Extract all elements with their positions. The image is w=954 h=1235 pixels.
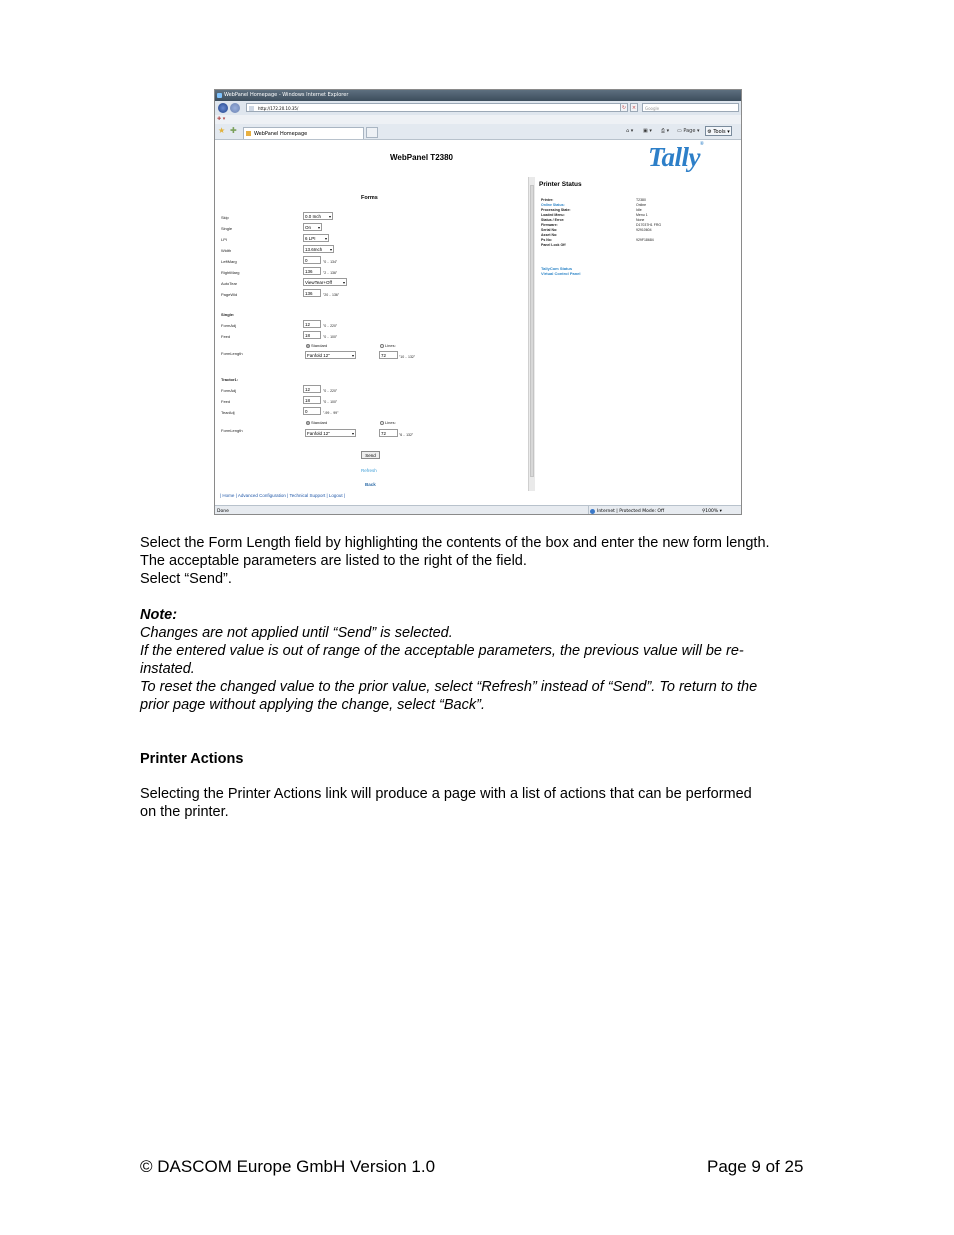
chevron-down-icon: ▾ <box>317 225 320 230</box>
leftmarg-value: 0 <box>305 258 308 263</box>
status-value-online: Online <box>636 203 647 207</box>
tab-webpanel-homepage[interactable] <box>243 127 364 139</box>
single-lines-radio[interactable] <box>380 343 396 348</box>
tally-logo <box>648 142 703 173</box>
page-title: WebPanel T2380 <box>390 153 453 162</box>
tally-logo-text: Tally <box>648 142 701 172</box>
single-section-heading: Single: <box>221 312 235 317</box>
tractor-formlength-label: FormLength <box>221 428 243 433</box>
status-done: Done <box>217 509 229 514</box>
send-button[interactable]: Send <box>361 451 380 459</box>
single-feed-range: "0 .. 100" <box>323 335 338 339</box>
single-feed-label: Feed <box>221 334 231 339</box>
note-line5: prior page without applying the change, select “Back”. <box>140 697 485 713</box>
status-label-asset: Asset No: <box>541 233 558 237</box>
scrollbar-thumb[interactable] <box>530 185 534 477</box>
pagewid-input[interactable] <box>303 289 321 297</box>
status-label-printer: Printer: <box>541 198 554 202</box>
security-zone <box>588 506 703 515</box>
status-value-processing: Idle <box>636 208 642 212</box>
single-feed-input[interactable] <box>303 331 321 339</box>
chevron-down-icon: ▾ <box>351 431 354 436</box>
status-label-panel-lock: Panel Lock Off <box>541 243 566 247</box>
tractor-formadj-range: "0 .. 220" <box>323 389 338 393</box>
single-formadj-range: "0 .. 220" <box>323 324 338 328</box>
status-value-firmware: D17037H1 FRG <box>636 223 662 227</box>
webpanel-page <box>215 140 741 505</box>
note-line3: instated. <box>140 661 195 677</box>
back-link[interactable]: Back <box>365 482 376 487</box>
tractor-lines-radio[interactable] <box>380 420 396 425</box>
status-label-loaded-menu: Loaded Menu: <box>541 213 565 217</box>
page-icon <box>249 106 254 111</box>
footer-page-number: Page 9 of 25 <box>707 1157 804 1176</box>
back-arrow-icon[interactable] <box>218 103 228 113</box>
single-standard-select[interactable] <box>305 351 356 359</box>
tractor-feed-value: 18 <box>305 398 311 403</box>
para2-line2: on the printer. <box>140 804 229 820</box>
frame-scrollbar[interactable] <box>528 177 535 491</box>
single-standard-value: Fanfold 12" <box>307 353 330 358</box>
tractor-formadj-label: FormAdj <box>221 388 237 393</box>
note-heading: Note: <box>140 607 178 623</box>
address-input[interactable] <box>246 103 628 112</box>
address-bar-row <box>215 101 741 115</box>
status-label-error: Status / Error: <box>541 218 565 222</box>
section-heading: Printer Actions <box>140 751 244 767</box>
tools-menu[interactable]: ⚙ Tools ▾ <box>705 126 732 136</box>
single-lines-range: "10 .. 132" <box>399 355 416 359</box>
rightmarg-label: RightMarg <box>221 270 240 275</box>
para1-line2: The acceptable parameters are listed to the right of the field. <box>140 553 527 569</box>
single-formadj-value: 12 <box>305 322 311 327</box>
home-icon[interactable]: ⌂ ▾ <box>626 128 634 134</box>
tractor-standard-value: Fanfold 12" <box>307 431 330 436</box>
rightmarg-input[interactable] <box>303 267 321 275</box>
autotear-select[interactable] <box>303 278 347 286</box>
chevron-down-icon: ▾ <box>329 247 332 252</box>
forms-heading: Forms <box>361 195 378 201</box>
tractor-section-heading: Tractor1: <box>221 377 239 382</box>
tractor-lines-range: "6 .. 132" <box>399 433 414 437</box>
tractor-standard-radio[interactable] <box>306 420 327 425</box>
chevron-down-icon: ▾ <box>324 236 327 241</box>
footer-copyright: © DASCOM Europe GmbH Version 1.0 <box>140 1157 436 1176</box>
status-value-ps: 929F18684 <box>636 238 654 242</box>
footer-nav-links[interactable]: | Home | Advanced Configuration | Technical Support | Logout | <box>220 493 346 498</box>
status-value-error: None <box>636 218 645 222</box>
favorites-menu-row <box>215 115 742 124</box>
single-lines-input[interactable] <box>379 351 398 359</box>
radio-selected-icon <box>306 344 310 348</box>
tractor-formadj-input[interactable] <box>303 385 321 393</box>
refresh-link[interactable]: Refresh <box>361 468 377 473</box>
status-label-ps: Ps No: <box>541 238 553 242</box>
forward-arrow-icon[interactable] <box>230 103 240 113</box>
address-text: http://172.20.10.35/ <box>258 106 299 111</box>
single-formlength-label: FormLength <box>221 351 243 356</box>
tractor-feed-range: "0 .. 100" <box>323 400 338 404</box>
single-formadj-input[interactable] <box>303 320 321 328</box>
status-value-serial: 92910604 <box>636 228 652 232</box>
tractor-formadj-value: 12 <box>305 387 311 392</box>
webpanel-screenshot <box>214 89 742 515</box>
leftmarg-input[interactable] <box>303 256 321 264</box>
page-menu[interactable]: ▭ Page ▾ <box>677 128 700 134</box>
note-line4: To reset the changed value to the prior value, select “Refresh” instead of “Send”. To return to the <box>140 679 758 695</box>
zoom-level[interactable]: ⚲100% ▾ <box>702 509 722 514</box>
pagewid-value: 136 <box>305 291 313 296</box>
status-value-loaded-menu: Menu 1 <box>636 213 648 217</box>
zoom-value: 100% <box>705 509 719 514</box>
single-feed-value: 18 <box>305 333 311 338</box>
leftmarg-label: LeftMarg <box>221 259 237 264</box>
window-title: WebPanel Homepage - Windows Internet Explorer <box>224 92 349 98</box>
status-label-serial: Serial No: <box>541 228 558 232</box>
rightmarg-range: "2 .. 136" <box>323 271 338 275</box>
single-select[interactable] <box>303 223 322 231</box>
browser-status-bar <box>215 505 741 515</box>
virtual-control-panel-link[interactable]: Virtual Control Panel <box>541 271 581 276</box>
autotear-label: AutoTear <box>221 281 238 286</box>
status-label-processing: Processing State: <box>541 208 571 212</box>
radio-empty-icon <box>380 344 384 348</box>
lpi-select[interactable] <box>303 234 329 242</box>
tractor-lines-input[interactable] <box>379 429 398 437</box>
tallycom-status-link[interactable]: TallyCom Status <box>541 266 573 271</box>
single-lines-label: Lines: <box>385 343 396 348</box>
tractor-feed-input[interactable] <box>303 396 321 404</box>
status-label-firmware: Firmware: <box>541 223 558 227</box>
rightmarg-value: 136 <box>305 269 313 274</box>
tractor-lines-label: Lines: <box>385 420 396 425</box>
tractor-standard-label: Standard <box>311 420 328 425</box>
tools-menu-label: Tools <box>713 129 726 135</box>
new-tab-button[interactable] <box>366 127 378 138</box>
tractor-tearadj-value: 0 <box>305 409 308 414</box>
skip-select[interactable] <box>303 212 333 220</box>
single-lines-value: 72 <box>381 353 387 358</box>
radio-empty-icon <box>380 421 384 425</box>
stop-icon[interactable]: × <box>631 105 637 111</box>
tractor-tearadj-label: TearAdj <box>221 410 235 415</box>
pagewid-range: "20 .. 136" <box>323 293 340 297</box>
note-line1: Changes are not applied until “Send” is selected. <box>140 625 453 641</box>
width-select[interactable] <box>303 245 334 253</box>
para1-line3: Select “Send”. <box>140 571 232 587</box>
tractor-lines-value: 72 <box>381 431 387 436</box>
chevron-down-icon: ▾ <box>328 214 331 219</box>
refresh-icon[interactable]: ↻ <box>621 105 627 111</box>
single-formadj-label: FormAdj <box>221 323 237 328</box>
tab-bar <box>215 124 741 140</box>
ie-icon <box>217 93 222 98</box>
browser-title-bar <box>215 90 741 101</box>
radio-selected-icon <box>306 421 310 425</box>
status-value-printer: T2380 <box>636 198 646 202</box>
security-zone-text: Internet | Protected Mode: Off <box>597 509 665 514</box>
globe-icon <box>590 509 595 514</box>
skip-value: 0.0 Inch <box>305 214 322 219</box>
search-placeholder: Google <box>645 106 660 111</box>
chevron-down-icon: ▾ <box>351 353 354 358</box>
chevron-down-icon: ▾ <box>342 280 345 285</box>
tractor-tearadj-input[interactable] <box>303 407 321 415</box>
registered-mark: ® <box>700 142 704 147</box>
tab-favicon <box>246 131 251 136</box>
feeds-icon[interactable]: ▣ ▾ <box>643 128 652 134</box>
leftmarg-range: "0 .. 134" <box>323 260 338 264</box>
add-favorite-icon[interactable]: ✚ <box>230 126 237 135</box>
print-icon[interactable]: ⎙ ▾ <box>661 128 670 134</box>
favorites-star-icon[interactable]: ★ <box>218 126 226 135</box>
note-line2: If the entered value is out of range of the acceptable parameters, the previous value will be re- <box>140 643 744 659</box>
single-standard-label: Standard <box>311 343 328 348</box>
single-label: Single <box>221 226 233 231</box>
single-value: On <box>305 225 312 230</box>
favorites-icon[interactable]: ✚ ▾ <box>217 116 226 122</box>
lpi-label: LPI <box>221 237 228 242</box>
autotear-value: ViewTear+Off <box>305 280 332 285</box>
lpi-value: 6 LPI <box>305 236 316 241</box>
status-label-online[interactable]: Online Status: <box>541 203 565 207</box>
printer-status-heading: Printer Status <box>539 181 582 188</box>
para1-line1: Select the Form Length field by highlighting the contents of the box and enter the new form length. <box>140 535 770 551</box>
search-input[interactable] <box>642 103 739 112</box>
width-label: Width <box>221 248 232 253</box>
tractor-standard-select[interactable] <box>305 429 356 437</box>
single-standard-radio[interactable] <box>306 343 327 348</box>
width-value: 13.6Inch <box>305 247 323 252</box>
tractor-tearadj-range: "-99 .. 99" <box>323 411 339 415</box>
para2-line1: Selecting the Printer Actions link will produce a page with a list of actions that can be performed <box>140 786 752 802</box>
page-menu-label: Page <box>683 128 696 134</box>
tab-label: WebPanel Homepage <box>254 131 308 137</box>
skip-label: Skip <box>221 215 229 220</box>
pagewid-label: PageWid <box>221 292 238 297</box>
tractor-feed-label: Feed <box>221 399 231 404</box>
